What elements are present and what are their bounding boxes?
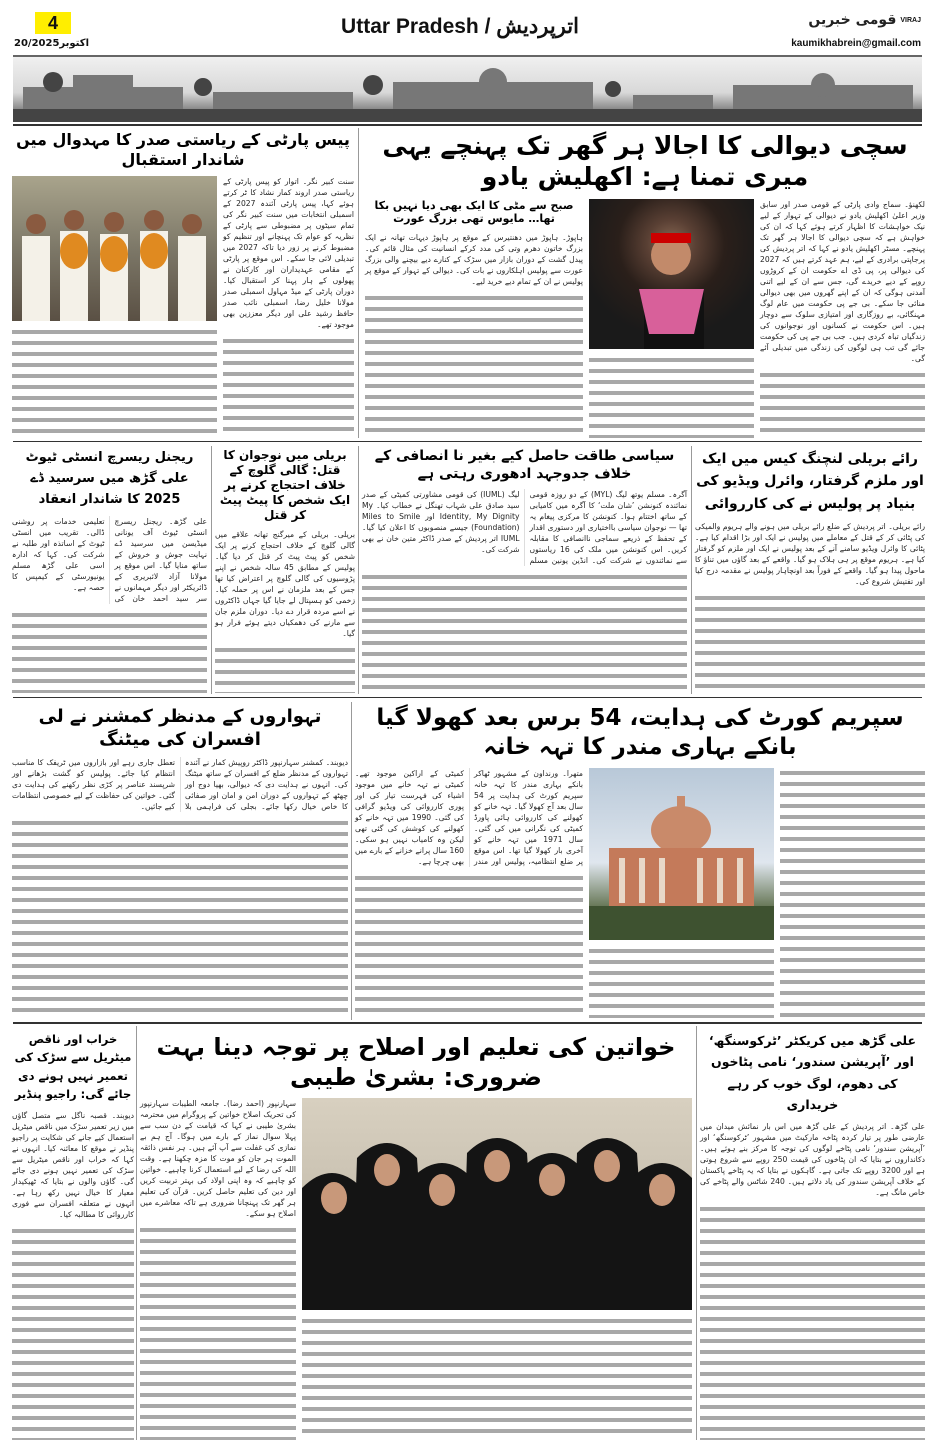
logo-text: قومی خبریں xyxy=(808,12,897,28)
column-divider xyxy=(358,128,359,438)
text-column-filler xyxy=(223,336,354,438)
text-column-filler xyxy=(780,768,925,1019)
text-column-filler xyxy=(589,946,774,1019)
article-festivals-meeting xyxy=(12,706,348,1018)
issue-date: 20/اکتوبر2025 xyxy=(14,38,89,49)
section-divider xyxy=(13,697,922,698)
column-divider xyxy=(211,446,212,694)
logo xyxy=(808,12,921,28)
article-rae-bareli xyxy=(695,448,925,693)
text-column-filler xyxy=(12,327,217,438)
article-khawateen xyxy=(140,1032,692,1440)
text-column-filler xyxy=(302,1316,692,1440)
headline-bareilly: بریلی میں نوجوان کا قتل: گالی گلوچ کے خلاف احتجاج کرنے پر ایک شخص کا پیٹ پیٹ کر قتل xyxy=(219,448,351,522)
text-column-filler xyxy=(365,293,583,438)
skyline-illustration xyxy=(13,57,922,122)
headline-myl: سیاسی طاقت حاصل کیے بغیر نا انصافی کے خلاف جدوجہد ادھوری رہتی ہے xyxy=(374,448,675,482)
text-column-filler xyxy=(12,610,207,693)
supreme-court-photo xyxy=(589,768,774,940)
headline-road-construction: خراب اور ناقص میٹریل سے سڑک کی تعمیر نہیں ہونے دی جائے گی: راجیو پنڈیر xyxy=(14,1032,132,1102)
headline-rae-bareli: رائے بریلی لنچنگ کیس میں ایک اور ملزم گرفتار، وائرل ویڈیو کی بنیاد پر پولیس نے کی کارروائی xyxy=(696,451,924,512)
headline-supreme-court: سپریم کورٹ کی ہدایت، 54 برس بعد کھولا گیا بانکے بہاری مندر کا تہہ خانہ xyxy=(376,705,904,760)
article-body-supreme-court: متھرا۔ ورنداون کے مشہور ٹھاکر بانکے بہاری مندر کا تہہ خانہ سپریم کورٹ کی ہدایت پر 54 سال بعد آج کھولا گیا۔ تہہ خانے کو کھولنے کی کارروائی ہائی پاورڈ کمیٹی کی نگرانی میں کی گئی۔ سال 1971 میں تہہ خانے کو آخری بار کھولا گیا تھا۔ اس موقع پر ضلع انتظامیہ، پولیس اور مندر کمیٹی کے اراکین موجود تھے۔ کمیٹی نے تہہ خانے میں موجود اشیاء کی فہرست تیار کی اور پوری کارروائی کی ویڈیو گرافی کی گئی۔ 1990 میں تہہ خانے کو کھولنے کی کوشش کی گئی تھی لیکن وہ کامیاب نہیں ہو سکی۔ 160 سال پرانے خزانے کے بارے میں بھی چرچا ہے۔ xyxy=(355,768,583,866)
article-road-construction xyxy=(12,1030,134,1440)
headline-festivals-meeting: تہواروں کے مدنظر کمشنر نے لی افسران کی میٹنگ xyxy=(38,706,322,750)
article-akhilesh xyxy=(365,130,925,438)
article-body-hapur: ہاپوڑ۔ ہاپوڑ میں دھنتیرس کے موقع پر ہاپوڑ دیہات تھانہ نے ایک بزرگ خاتون دھرم وتی کی مدد کرکے انسانیت کی مثال قائم کی۔ پیدل گشت کے دوران بازار میں سڑک کے کنارے دیے بیچنے والی بزرگ عورت سے پولیس اہلکاروں نے بات کی۔ دیوالی کے تہوار کے موقع پر پولیس نے ان کے تمام دیے خرید لیے۔ xyxy=(365,233,583,286)
text-column-filler xyxy=(700,1204,925,1440)
article-body-road-construction: دیوبند۔ قصبہ ناگل سے متصل گاؤں میں زیر تعمیر سڑک میں ناقص میٹریل استعمال کیے جانے کی شکایت پر راجیو پنڈیر نے موقع کا معائنہ کیا۔ انہوں نے کہا کہ خراب اور ناقص میٹریل سے سڑک کی تعمیر نہیں ہونے دی جائے گی۔ گاؤں والوں نے بتایا کہ ٹھیکیدار معیار کا خیال نہیں رکھ رہا ہے۔ انہوں نے متعلقہ افسران سے فوری کارروائی کا مطالبہ کیا۔ xyxy=(12,1110,134,1219)
article-body-research-institute: علی گڑھ۔ ریجنل ریسرچ انسٹی ٹیوٹ آف یونانی میڈیسن میں سرسید ڈے نہایت جوش و خروش کے ساتھ منایا گیا۔ اس موقع پر مولانا آزاد لائبریری کے ڈائریکٹر اور دیگر مہمانوں نے سر سید احمد خان کی تعلیمی خدمات پر روشنی ڈالی۔ تقریب میں انسٹی ٹیوٹ کے اساتذہ اور طلبہ نے شرکت کی۔ کہا کہ ادارہ اسی علی گڑھ مسلم یونیورسٹی کے کیمپس کا حصہ ہے۔ xyxy=(12,517,207,604)
headline-peace-party: پیس پارٹی کے ریاستی صدر کا مہدوال میں شاندار استقبال xyxy=(16,130,350,169)
article-bareilly xyxy=(215,448,355,693)
logo-mark: VIRAJ xyxy=(900,16,921,24)
article-supreme-court xyxy=(355,704,925,1018)
text-column-filler xyxy=(695,593,925,693)
subheadline-hapur: صبح سے مٹی کا ایک بھی دیا نہیں بکا تھا… مایوس تھی بزرگ عورت xyxy=(374,198,574,226)
column-divider xyxy=(136,1026,137,1440)
column-divider xyxy=(358,446,359,694)
akhilesh-photo xyxy=(589,199,754,349)
contact-email[interactable]: kaumikhabrein@gmail.com xyxy=(791,38,921,49)
headline-khawateen: خواتین کی تعلیم اور اصلاح پر توجہ دینا بہت ضروری: بشریٰ طیبی xyxy=(156,1033,676,1091)
article-body-khawateen: سہارنپور (احمد رضا)۔ جامعہ الطیبات سہارنپور کی تحریک اصلاح خواتین کے پروگرام میں محترمہ بشریٰ طیبی نے کہا کہ قیامت کے دن سب سے پہلا سوال نماز کے بارے میں ہوگا۔ آج ہم بے نمازی کی غفلت سے آپ آئے ہیں۔ ہر نفس ذائقہ الموت ہر جان کو موت کا مزہ چکھنا ہے۔ وقت اللہ کی رضا کے لیے استعمال کرنا چاہیے۔ خواتین کو چاہیے کہ وہ اپنی اولاد کی بہتر تربیت کریں اور دین کی تعلیم حاصل کریں۔ قرآن کی تعلیم ہر گھر تک پہنچانا ضروری ہے تاکہ معاشرے میں اصلاح ہو سکے۔ xyxy=(140,1099,296,1218)
text-column-filler xyxy=(760,370,925,439)
article-body-bareilly: بریلی۔ بریلی کے میرگنج تھانہ علاقے میں گالی گلوچ کے خلاف احتجاج کرنے پر ایک شخص کو پیٹ پیٹ کر قتل کر دیا گیا۔ پولیس کے مطابق 45 سالہ شخص نے اپنے پڑوسیوں کی گالی گلوچ پر اعتراض کیا تھا جس کے بعد ملزمان نے اس پر حملہ کیا۔ زخمی کو ہسپتال لے جایا گیا جہاں ڈاکٹروں نے اسے مردہ قرار دے دیا۔ دوران ملزم جان سے مارنے کی دھمکیاں دیتے ہوئے فرار ہو گیا۔ xyxy=(215,530,355,638)
text-column-filler xyxy=(362,572,687,693)
article-research-institute xyxy=(12,448,207,693)
text-column-filler xyxy=(355,873,583,1019)
article-peace-party xyxy=(12,130,354,438)
section-divider xyxy=(13,1022,922,1024)
text-column-filler xyxy=(140,1225,296,1440)
article-body-festivals-meeting: دیوبند۔ کمشنر سہارنپور ڈاکٹر روپیش کمار نے آئندہ تہواروں کے مدنظر ضلع کے افسران کے ساتھ میٹنگ کی۔ انہوں نے ہدایت دی کہ دیوالی، بھیا دوج اور چھٹھ کے تہواروں کے دوران امن و امان اور صفائی کا خاص خیال رکھا جائے۔ بجلی کی فراہمی بلا تعطل جاری رہے اور بازاروں میں ٹریفک کا مناسب انتظام کیا جائے۔ پولیس کو گشت بڑھانے اور شرپسند عناصر پر کڑی نظر رکھنے کی ہدایت دی گئی۔ خواتین کی حفاظت کے لیے خصوصی انتظامات کیے جائیں۔ xyxy=(12,758,348,811)
column-divider xyxy=(351,702,352,1020)
headline-akhilesh: سچی دیوالی کا اجالا ہر گھر تک پہنچے یہی میری تمنا ہے: اکھلیش یادو xyxy=(382,131,908,192)
headline-research-institute: ریجنل ریسرچ انسٹی ٹیوٹ علی گڑھ میں سرسید ڈے 2025 کا شاندار انعقاد xyxy=(25,450,194,507)
article-body-myl: آگرہ۔ مسلم یوتھ لیگ (MYL) کے دو روزہ قومی نمائندہ کنونشن ’شان ملت‘ کا آگرہ میں کامیابی کے ساتھ اختتام ہوا۔ کنونشن کا مرکزی پیغام یہ تھا — نوجوان سیاسی بااختیاری اور دستوری اقدار کے تحفظ کے ذریعے سماجی ناانصافی کا مقابلہ کریں۔ اس کنونشن میں ملک کی 16 ریاستوں سے نمائندوں نے شرکت کی۔ انڈین یونین مسلم لیگ (IUML) کی قومی مشاورتی کمیٹی کے صدر سید صادق علی شہاب تھنگل نے خطاب کیا۔ My Identity, My Dignity اور Miles to Smile (Foundation) جیسے منصوبوں کا اعلان کیا گیا۔ IUML اتر پردیش کے صدر ڈاکٹر متین خان نے بھی شرکت کی۔ xyxy=(362,490,687,565)
column-divider xyxy=(691,446,692,694)
text-column-filler xyxy=(589,355,754,439)
headline-aligarh-crackers: علی گڑھ میں کریکٹر ’ٹرکوسنگھ‘ اور ’آپریشن سندور‘ نامی پٹاخوں کی دھوم، لوگ خوب کر رہے خریداری xyxy=(708,1033,917,1112)
section-divider xyxy=(13,441,922,442)
text-column-filler xyxy=(12,818,348,1018)
column-divider xyxy=(696,1026,697,1440)
peace-party-photo xyxy=(12,176,217,321)
article-body-rae-bareli: رائے بریلی۔ اتر پردیش کے ضلع رائے بریلی میں ہونے والے ہریوم والمیکی کی پٹائی کر کے قتل کے معاملے میں پولیس نے ایک اور بڑا اقدام کیا ہے۔ پٹائی کا وائرل ویڈیو سامنے آنے کے بعد پولیس نے ایک اور ملزم کو گرفتار کیا ہے۔ ہریوم موقع پر ہی ہلاک ہو گیا۔ واقعے کے بعد گاؤں میں تناؤ کا ماحول پیدا ہو گیا۔ واقعے کے فوراً بعد اونچاہار پولیس نے مقدمہ درج کیا اور تفتیش شروع کی۔ xyxy=(695,522,925,587)
page-title: Uttar Pradesh / اترپردیش xyxy=(341,15,579,38)
text-column-filler xyxy=(215,645,355,693)
article-body-akhilesh: لکھنؤ۔ سماج وادی پارٹی کے قومی صدر اور سابق وزیر اعلیٰ اکھلیش یادو نے دیوالی کے تہوار کے لیے نیک خواہشات کا اظہار کرتے ہوئے کہا کہ ان کی خواہش ہے کہ سچی دیوالی کا اجالا ہر گھر تک پہنچے۔ مسٹر اکھلیش یادو نے کہا کہ اتر پردیش کی پرجاپتی برادری کے لیے، ہم عہد کرتے ہیں کہ 2027 کی دیوالی پر، پی ڈی اے حکومت ان کے کروڑوں روپے کے دیے خریدے گی، جس سے ان کے لیے اتنی آمدنی ہوگی کہ ان کے اپنے گھروں میں بھی دیوالی منائی جا سکے۔ بی جے پی حکومت میں عام لوگ مہنگائی، بے روزگاری اور امتیازی سلوک سے دوچار ہیں۔ اس حکومت نے کسانوں اور نوجوانوں کی زندگیاں تباہ کردی ہیں۔ جب بی جے پی کی حکومت جائے گی تب ہی لوگوں کی زندگی میں تبدیلی آئے گی۔ xyxy=(760,199,925,363)
article-body-aligarh-crackers: علی گڑھ۔ اتر پردیش کے علی گڑھ میں اس بار نمائش میدان میں عارضی طور پر تیار کردہ پٹاخہ مارکیٹ میں مشہور ’ٹرکوسنگھ‘ اور ’آپریشن سندور‘ نامی پٹاخے لوگوں کی توجہ کا مرکز بنے ہوئے ہیں۔ دکانداروں نے بتایا کہ ان پٹاخوں کی قیمت 250 روپے سے شروع ہوتی ہے اور 3200 روپے تک جاتی ہے۔ گاہکوں نے بتایا کہ یہ پٹاخے پاکستان کے خلاف آپریشن سندور کی یاد دلاتے ہیں۔ 240 شاٹس والے پٹاخے کی خاص مانگ ہے۔ xyxy=(700,1122,925,1197)
article-body-peace-party: سنت کبیر نگر۔ اتوار کو پیس پارٹی کے ریاستی صدر اروند کمار نشاد کا ٹر کرتے ہوئے کہا، پیس پارٹی آئندہ 2027 کے اسمبلی انتخابات میں سنت کبیر نگر کی تمام سیٹوں پر مضبوطی سے پارٹی کے نظریہ کو عوام تک پہنچانے اور تنظیم کو مضبوط کرنے پر زور دیا تاکہ 2027 میں تبدیلی لائی جا سکے۔ اس موقع پر پارٹی کے مقامی عہدیداران اور کارکنان نے پھولوں کے ہار پہنا کر استقبال کیا۔ دوران پارٹی کے میڈ مہاول اسمبلی صدر مولانا خلیل رضا، اسمبلی نائب صدر حافظ رشید علی اور دیگر معززین بھی موجود تھے۔ xyxy=(223,177,354,329)
article-myl xyxy=(362,448,687,693)
women-students-photo xyxy=(302,1098,692,1310)
banner-image xyxy=(13,55,922,122)
article-aligarh-crackers xyxy=(700,1030,925,1440)
page-number: 4 xyxy=(35,12,71,34)
text-column-filler xyxy=(12,1226,134,1440)
section-divider xyxy=(13,124,922,126)
